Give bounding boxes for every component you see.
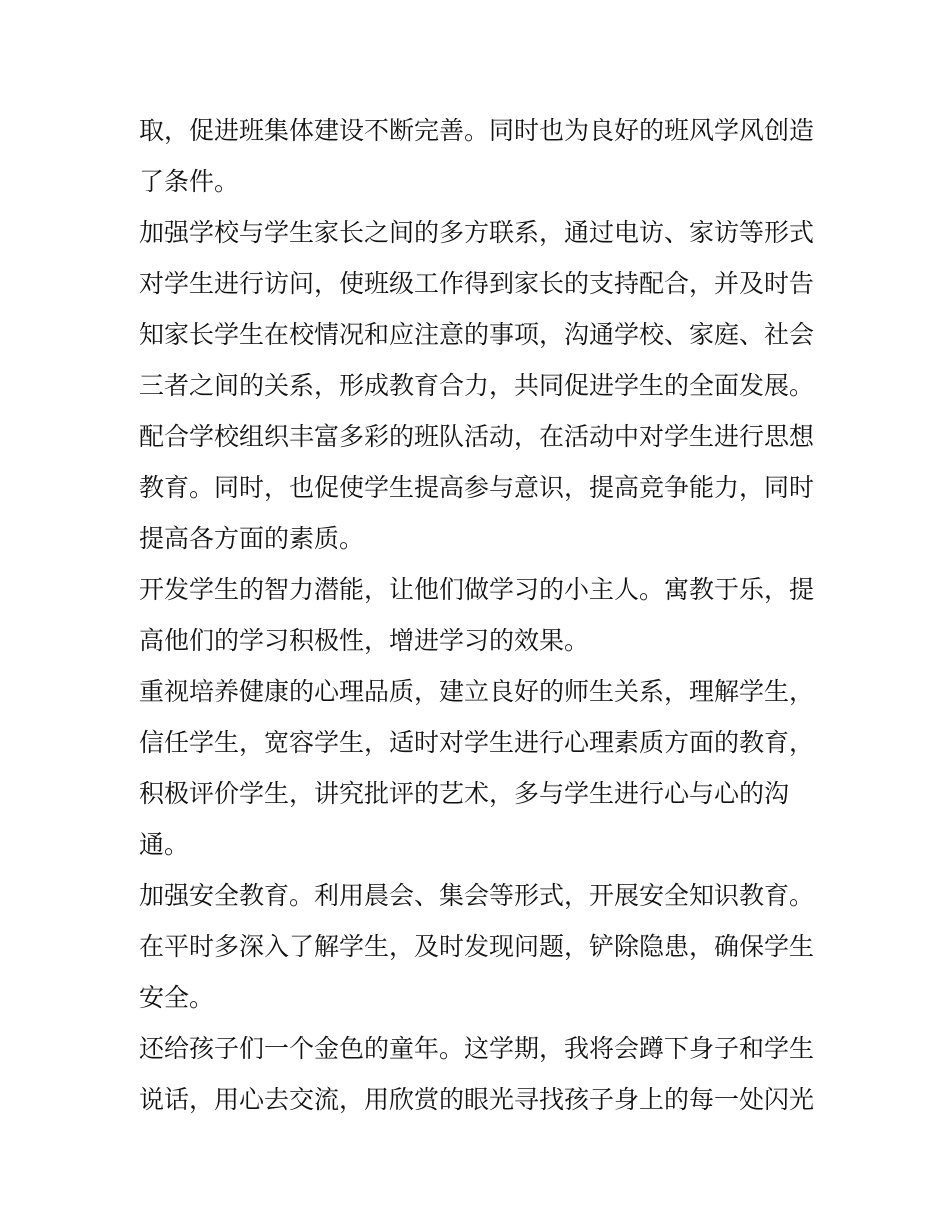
text-line: 教育。同时，也促使学生提高参与意识，提高竞争能力，同时 (139, 473, 815, 502)
text-line: 提高各方面的素质。 (139, 524, 365, 553)
text-line: 取，促进班集体建设不断完善。同时也为良好的班风学风创造 (139, 116, 815, 145)
text-line: 安全。 (139, 983, 215, 1012)
text-line: 说话，用心去交流，用欣赏的眼光寻找孩子身上的每一处闪光 (139, 1085, 815, 1114)
text-line: 了条件。 (139, 167, 240, 196)
text-line: 加强安全教育。利用晨会、集会等形式，开展安全知识教育。 (139, 881, 815, 910)
text-line: 积极评价学生，讲究批评的艺术，多与学生进行心与心的沟 (139, 779, 790, 808)
text-line: 在平时多深入了解学生，及时发现问题，铲除隐患，确保学生 (139, 932, 815, 961)
document-body (139, 105, 819, 1125)
text-line: 三者之间的关系，形成教育合力，共同促进学生的全面发展。 (139, 371, 815, 400)
text-line: 对学生进行访问，使班级工作得到家长的支持配合，并及时告 (139, 269, 815, 298)
text-line: 信任学生，宽容学生，适时对学生进行心理素质方面的教育， (139, 728, 815, 757)
text-line: 开发学生的智力潜能，让他们做学习的小主人。寓教于乐，提 (139, 575, 815, 604)
text-line: 还给孩子们一个金色的童年。这学期，我将会蹲下身子和学生 (139, 1034, 815, 1063)
text-line: 重视培养健康的心理品质，建立良好的师生关系，理解学生， (139, 677, 815, 706)
text-line: 通。 (139, 830, 190, 859)
text-line: 加强学校与学生家长之间的多方联系，通过电访、家访等形式 (139, 218, 815, 247)
text-line: 高他们的学习积极性，增进学习的效果。 (139, 626, 590, 655)
text-line: 配合学校组织丰富多彩的班队活动，在活动中对学生进行思想 (139, 422, 815, 451)
text-line: 知家长学生在校情况和应注意的事项，沟通学校、家庭、社会 (139, 320, 815, 349)
